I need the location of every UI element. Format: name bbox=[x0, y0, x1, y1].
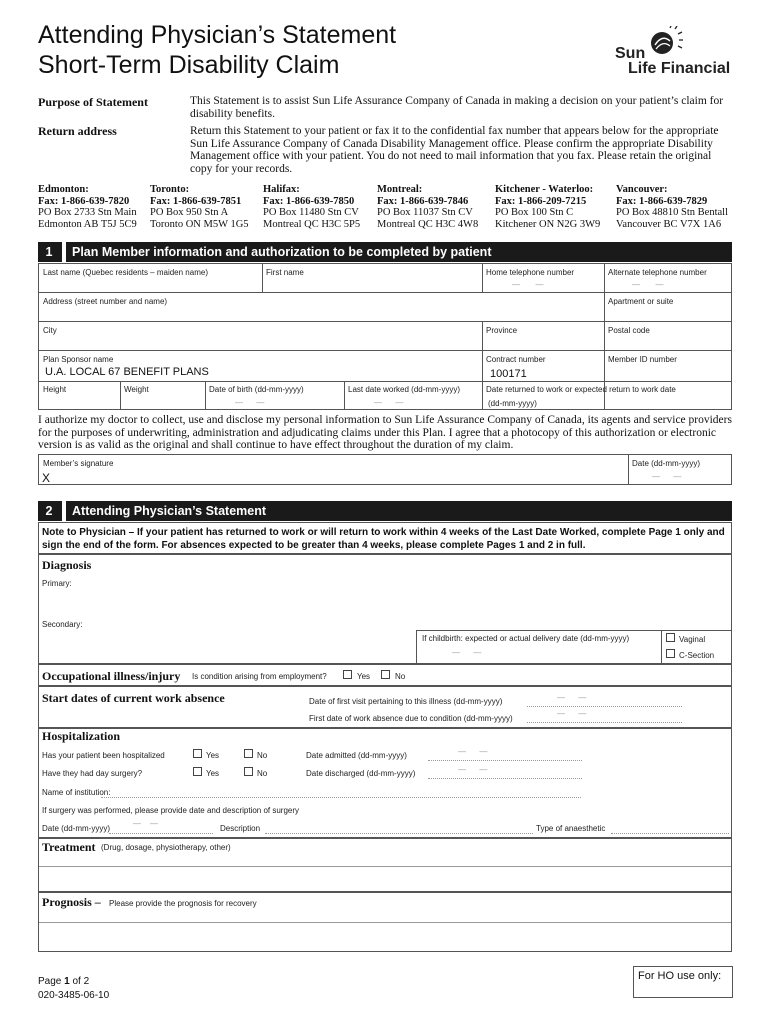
member-id-field[interactable]: Member ID number bbox=[608, 355, 677, 364]
first-absence-label: First date of work absence due to condition (dd-mm-yyyy) bbox=[309, 714, 513, 723]
diagnosis-primary-field[interactable]: Primary: bbox=[42, 579, 72, 588]
date-admitted-label: Date admitted (dd-mm-yyyy) bbox=[306, 751, 407, 760]
childbirth-date-field[interactable]: If childbirth: expected or actual delivery date (dd-mm-yyyy) bbox=[422, 634, 630, 643]
office-address-1: PO Box 48810 Stn Bentall bbox=[616, 207, 729, 218]
day-surgery-no-checkbox[interactable] bbox=[244, 767, 253, 776]
office-fax: Fax: 1-866-639-7850 bbox=[263, 195, 355, 207]
section-1-header bbox=[38, 242, 732, 262]
office-fax: Fax: 1-866-639-7829 bbox=[616, 195, 708, 207]
start-dates-box: Start dates of current work absence Date of first visit pertaining to this illness (dd-mm-yyyy) — — First date of work absence due to condition (dd-mm-yyyy) — — bbox=[38, 686, 732, 728]
logo-text-sun: Sun bbox=[615, 45, 646, 62]
office-kitchener-waterloo bbox=[495, 184, 615, 230]
last-name-field[interactable]: Last name (Quebec residents – maiden name) bbox=[43, 268, 208, 277]
authorization-text: I authorize my doctor to collect, use and disclose my personal information to Sun Life Assurance Company of Canada, its agents and service providers for the purposes of underwriting, administration and adjudicating claims under this Plan. I agree that a photocopy of this authorization or electronic version is as valid as the original and shall continue to have effect throughout the duration of my claim. bbox=[38, 414, 732, 451]
office-address-2: Montreal QC H3C 5P5 bbox=[263, 218, 361, 230]
institution-input[interactable] bbox=[101, 797, 581, 798]
surgery-date-input[interactable] bbox=[109, 833, 213, 834]
apartment-field[interactable]: Apartment or suite bbox=[608, 297, 674, 306]
hospitalization-heading: Hospitalization bbox=[42, 729, 121, 743]
page-current: 1 bbox=[64, 976, 70, 987]
institution-label: Name of institution: bbox=[42, 788, 111, 797]
occupational-heading: Occupational illness/injury bbox=[42, 669, 181, 683]
hospitalized-yes-label: Yes bbox=[206, 751, 220, 760]
office-address-1: PO Box 2733 Stn Main bbox=[38, 207, 137, 218]
page-number bbox=[38, 976, 89, 987]
office-city: Vancouver: bbox=[616, 184, 668, 195]
hospitalized-no-label: No bbox=[257, 751, 268, 760]
diagnosis-heading: Diagnosis bbox=[42, 558, 92, 572]
surgery-description-label: Description bbox=[220, 824, 261, 833]
return-to-work-field[interactable]: Date returned to work or expected return to work date bbox=[486, 385, 676, 394]
prognosis-heading: Prognosis – bbox=[42, 895, 101, 909]
purpose-text: This Statement is to assist Sun Life Assurance Company of Canada in making a decision on your patient’s claim for disability benefits. bbox=[190, 95, 724, 120]
day-surgery-no-label: No bbox=[257, 769, 268, 778]
office-city: Kitchener - Waterloo: bbox=[495, 184, 594, 195]
office-fax: Fax: 1-866-639-7846 bbox=[377, 195, 469, 207]
section-number: 2 bbox=[45, 504, 53, 518]
office-address-2: Vancouver BC V7X 1A6 bbox=[616, 218, 722, 230]
section-title: Plan Member information and authorization to be completed by patient bbox=[72, 245, 492, 259]
sun-icon bbox=[648, 26, 684, 58]
diagnosis-box: Diagnosis Primary: Secondary: If childbirth: expected or actual delivery date (dd-mm-yyyy) — — Vaginal C-Section bbox=[38, 554, 732, 664]
contract-number-label: Contract number bbox=[486, 355, 546, 364]
surgery-date-label: Date (dd-mm-yyyy) bbox=[42, 824, 111, 833]
surgery-note: If surgery was performed, please provide date and description of surgery bbox=[42, 806, 300, 815]
office-address-2: Toronto ON M5W 1G5 bbox=[150, 218, 249, 230]
city-field[interactable]: City bbox=[43, 326, 57, 335]
occupational-yes-checkbox[interactable] bbox=[343, 670, 352, 679]
member-info-table: Last name (Quebec residents – maiden name) First name Home telephone number — — Alternate telephone number — — Address (street number and name) Apartment or suite City Province Postal code Plan Sponsor name U.A. LOCAL 67 BENEFIT PLANS Contract number 100171 Member ID number Height Weight Date of birth (dd-mm-yyyy) — — Last date worked (dd-mm-yyyy) — — Date returned to work or expected return to work date (dd-mm-yyyy) bbox=[38, 263, 732, 410]
c-section-checkbox[interactable] bbox=[666, 649, 675, 658]
physician-note-text: Note to Physician – If your patient has returned to work or will return to work within 4 weeks of the Last Date Worked, complete Page 1 only and sign the end of the form. For absences expected to be greater than 4 weeks, please complete Pages 1 and 2 in full. bbox=[42, 527, 725, 551]
contract-number-value[interactable]: 100171 bbox=[490, 368, 527, 380]
prognosis-note: Please provide the prognosis for recovery bbox=[109, 899, 257, 908]
return-text: Return this Statement to your patient or fax it to the confidential fax number that appears below for the appropriate Sun Life Assurance Company of Canada Disability Management office. Please confirm the appropriate Disability Management office with your patient. You do not need to mail information that you fax. Please retain the original copy for your records. bbox=[190, 125, 719, 175]
office-fax: Fax: 1-866-209-7215 bbox=[495, 195, 587, 207]
anaesthetic-input[interactable] bbox=[611, 833, 729, 834]
office-city: Montreal: bbox=[377, 184, 423, 195]
ho-use-only-label: For HO use only: bbox=[638, 970, 722, 982]
office-fax: Fax: 1-866-639-7851 bbox=[150, 195, 242, 207]
vaginal-label: Vaginal bbox=[679, 635, 706, 644]
office-vancouver bbox=[616, 184, 738, 230]
day-surgery-yes-checkbox[interactable] bbox=[193, 767, 202, 776]
last-date-worked-field[interactable]: Last date worked (dd-mm-yyyy) bbox=[348, 385, 461, 394]
sun-life-logo bbox=[612, 26, 737, 78]
office-address-2: Kitchener ON N2G 3W9 bbox=[495, 218, 601, 230]
office-edmonton bbox=[38, 184, 148, 230]
c-section-label: C-Section bbox=[679, 651, 715, 660]
hospitalized-question: Has your patient been hospitalized bbox=[42, 751, 165, 760]
title-line-1: Attending Physician’s Statement bbox=[38, 21, 397, 49]
section-title: Attending Physician’s Statement bbox=[72, 504, 267, 518]
diagnosis-secondary-field[interactable]: Secondary: bbox=[42, 620, 83, 629]
form-title bbox=[38, 20, 396, 80]
date-discharged-input[interactable] bbox=[428, 778, 582, 779]
office-fax: Fax: 1-866-639-7820 bbox=[38, 195, 130, 207]
page-suffix: of 2 bbox=[69, 976, 90, 987]
weight-field[interactable]: Weight bbox=[124, 385, 149, 394]
alternate-phone-field[interactable]: Alternate telephone number bbox=[608, 268, 707, 277]
return-to-work-format: (dd-mm-yyyy) bbox=[488, 399, 537, 408]
treatment-box[interactable] bbox=[38, 838, 732, 892]
province-field[interactable]: Province bbox=[486, 326, 518, 335]
day-surgery-yes-label: Yes bbox=[206, 769, 220, 778]
start-dates-heading: Start dates of current work absence bbox=[42, 691, 225, 705]
return-label: Return address bbox=[38, 124, 117, 138]
treatment-heading: Treatment bbox=[42, 840, 96, 854]
office-city: Edmonton: bbox=[38, 184, 89, 195]
date-discharged-label: Date discharged (dd-mm-yyyy) bbox=[306, 769, 416, 778]
section-number: 1 bbox=[45, 245, 53, 259]
postal-code-field[interactable]: Postal code bbox=[608, 326, 650, 335]
hospitalized-yes-checkbox[interactable] bbox=[193, 749, 202, 758]
section-2-header bbox=[38, 501, 732, 521]
member-signature-field[interactable]: X bbox=[42, 471, 51, 485]
address-field[interactable]: Address (street number and name) bbox=[43, 297, 168, 306]
signature-date-field[interactable]: Date (dd-mm-yyyy) bbox=[632, 459, 701, 468]
office-address-1: PO Box 100 Stn C bbox=[495, 207, 574, 218]
office-halifax bbox=[263, 184, 378, 230]
page-prefix: Page bbox=[38, 976, 65, 987]
home-phone-field[interactable]: Home telephone number bbox=[486, 268, 575, 277]
first-visit-label: Date of first visit pertaining to this illness (dd-mm-yyyy) bbox=[309, 697, 503, 706]
office-address-2: Montreal QC H3C 4W8 bbox=[377, 218, 479, 230]
logo-text-life-financial: Life Financial bbox=[628, 60, 731, 77]
first-name-field[interactable]: First name bbox=[266, 268, 304, 277]
date-admitted-input[interactable] bbox=[428, 760, 582, 761]
office-montreal bbox=[377, 184, 497, 230]
physician-note bbox=[38, 522, 732, 554]
occupational-row bbox=[38, 664, 732, 686]
hospitalization-box: Hospitalization Has your patient been hospitalized Yes No Date admitted (dd-mm-yyyy) — — Have they had day surgery? Yes No Date discharged (dd-mm-yyyy) — — Name of institution: If surgery was performed, please provide date and description of surgery Date (dd-mm-yyyy) — — Description Type of anaesthetic bbox=[38, 728, 732, 838]
occupational-question: Is condition arising from employment? bbox=[192, 672, 327, 681]
height-field[interactable]: Height bbox=[43, 385, 67, 394]
section-separator bbox=[62, 242, 66, 262]
occupational-no-checkbox[interactable] bbox=[381, 670, 390, 679]
vaginal-checkbox[interactable] bbox=[666, 633, 675, 642]
prognosis-box[interactable] bbox=[38, 892, 732, 952]
hospitalized-no-checkbox[interactable] bbox=[244, 749, 253, 758]
office-toronto bbox=[150, 184, 265, 230]
plan-sponsor-value[interactable]: U.A. LOCAL 67 BENEFIT PLANS bbox=[45, 366, 209, 378]
ho-use-only-box bbox=[633, 966, 733, 998]
occupational-no-label: No bbox=[395, 672, 406, 681]
office-city: Halifax: bbox=[263, 184, 300, 195]
first-absence-input[interactable] bbox=[527, 722, 682, 723]
office-address-1: PO Box 11037 Stn CV bbox=[377, 207, 473, 218]
form-code: 020-3485-06-10 bbox=[38, 990, 110, 1001]
office-address-1: PO Box 950 Stn A bbox=[150, 207, 229, 218]
office-address-2: Edmonton AB T5J 5C9 bbox=[38, 218, 137, 230]
surgery-description-input[interactable] bbox=[265, 833, 533, 834]
plan-sponsor-label: Plan Sponsor name bbox=[43, 355, 114, 364]
day-surgery-question: Have they had day surgery? bbox=[42, 769, 143, 778]
signature-row: Member’s signature X Date (dd-mm-yyyy) — — bbox=[38, 454, 732, 485]
office-city: Toronto: bbox=[150, 184, 190, 195]
anaesthetic-label: Type of anaesthetic bbox=[536, 824, 606, 833]
office-address-1: PO Box 11480 Stn CV bbox=[263, 207, 359, 218]
title-line-2: Short-Term Disability Claim bbox=[38, 51, 340, 79]
purpose-label: Purpose of Statement bbox=[38, 95, 148, 109]
section-separator bbox=[62, 501, 66, 521]
occupational-yes-label: Yes bbox=[357, 672, 371, 681]
treatment-note: (Drug, dosage, physiotherapy, other) bbox=[101, 843, 231, 852]
member-signature-label: Member’s signature bbox=[43, 459, 114, 468]
first-visit-input[interactable] bbox=[527, 706, 682, 707]
date-of-birth-field[interactable]: Date of birth (dd-mm-yyyy) bbox=[209, 385, 304, 394]
